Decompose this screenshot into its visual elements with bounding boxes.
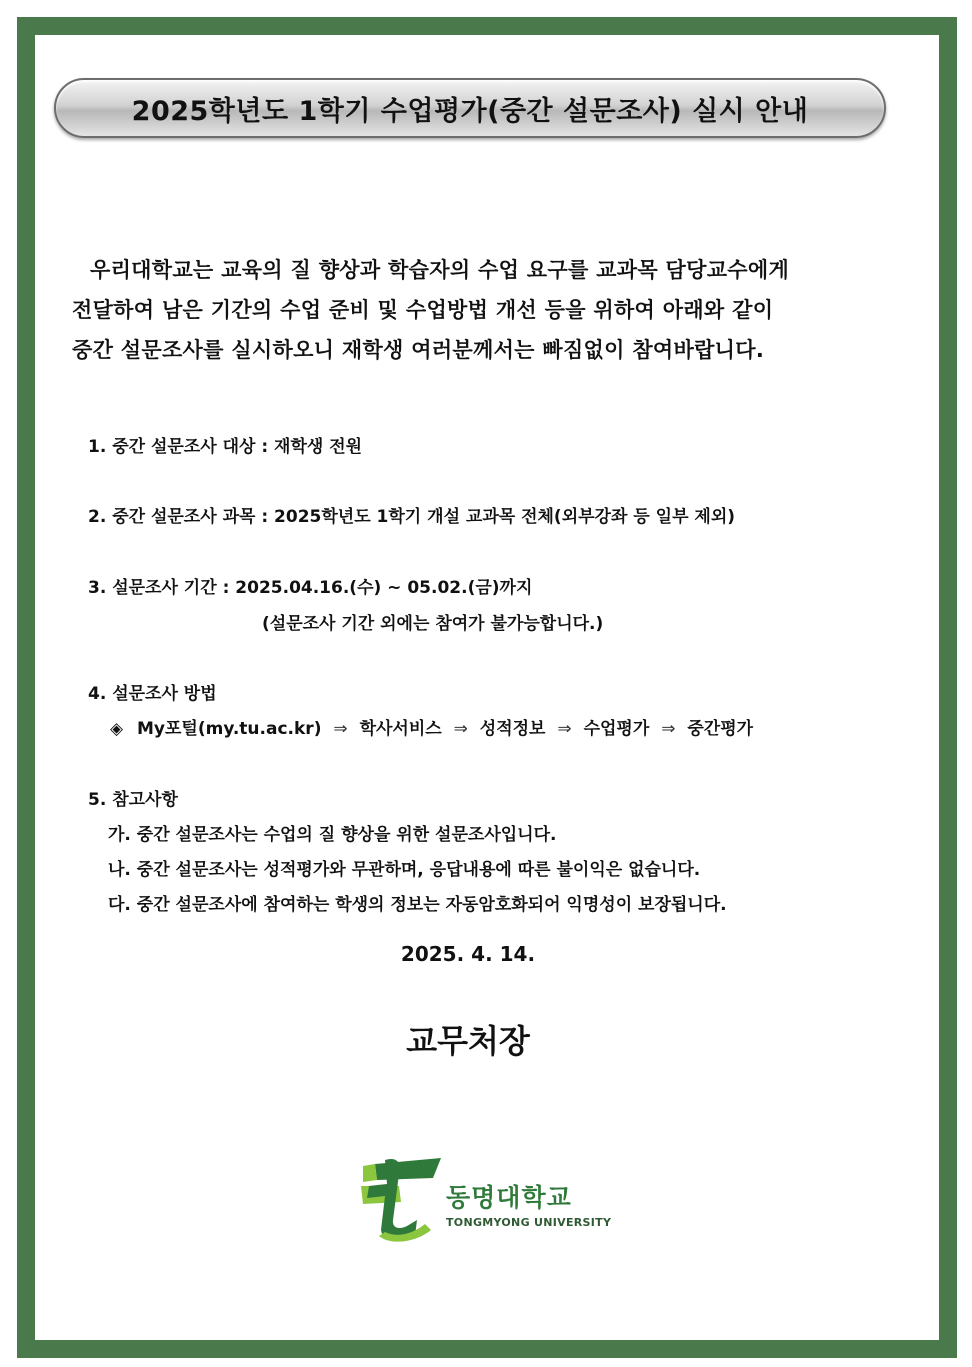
notice-date: 2025. 4. 14.	[400, 942, 536, 966]
note-item: 다. 중간 설문조사에 참여하는 학생의 정보는 자동암호화되어 익명성이 보장됩니다.	[108, 895, 727, 915]
note-item: 나. 중간 설문조사는 성적평가와 무관하며, 응답내용에 따른 불이익은 없습니다.	[108, 860, 701, 880]
item-method-heading: 4. 설문조사 방법	[88, 684, 217, 704]
item-period-note: (설문조사 기간 외에는 참여가 불가능합니다.)	[262, 614, 604, 634]
method-path	[110, 714, 753, 739]
method-step-grades: 성적정보	[479, 719, 546, 739]
method-step-midterm: 중간평가	[687, 719, 754, 739]
page-title: 2025학년도 1학기 수업평가(중간 설문조사) 실시 안내	[131, 95, 809, 127]
diamond-bullet-icon: ◈	[110, 719, 124, 739]
arrow-right-icon: ⇒	[333, 719, 348, 739]
intro-paragraph	[72, 250, 872, 370]
item-notes-heading: 5. 참고사항	[88, 790, 178, 810]
arrow-right-icon: ⇒	[557, 719, 572, 739]
arrow-right-icon: ⇒	[453, 719, 468, 739]
university-name-korean: 동명대학교	[446, 1183, 572, 1212]
item-target: 1. 중간 설문조사 대상 : 재학생 전원	[88, 437, 363, 457]
method-step-academic: 학사서비스	[359, 719, 442, 739]
intro-line: 우리대학교는 교육의 질 향상과 학습자의 수업 요구를 교과목 담당교수에게	[90, 258, 790, 282]
item-period: 3. 설문조사 기간 : 2025.04.16.(수) ~ 05.02.(금)까지	[88, 578, 533, 598]
method-step-evaluation: 수업평가	[583, 719, 650, 739]
method-step-portal: My포털(my.tu.ac.kr)	[137, 719, 322, 739]
university-name-english: TONGMYONG UNIVERSITY	[446, 1216, 612, 1229]
arrow-right-icon: ⇒	[661, 719, 676, 739]
intro-line: 전달하여 남은 기간의 수업 준비 및 수업방법 개선 등을 위하여 아래와 같이	[72, 298, 774, 322]
signature-dean: 교무처장	[406, 1022, 530, 1060]
note-item: 가. 중간 설문조사는 수업의 질 향상을 위한 설문조사입니다.	[108, 825, 557, 845]
title-banner	[54, 78, 886, 138]
university-logo	[357, 1156, 617, 1246]
tongmyong-t-logo-icon	[357, 1156, 443, 1246]
item-subjects: 2. 중간 설문조사 과목 : 2025학년도 1학기 개설 교과목 전체(외부강좌 등 일부 제외)	[88, 507, 736, 527]
intro-line: 중간 설문조사를 실시하오니 재학생 여러분께서는 빠짐없이 참여바랍니다.	[72, 338, 765, 362]
